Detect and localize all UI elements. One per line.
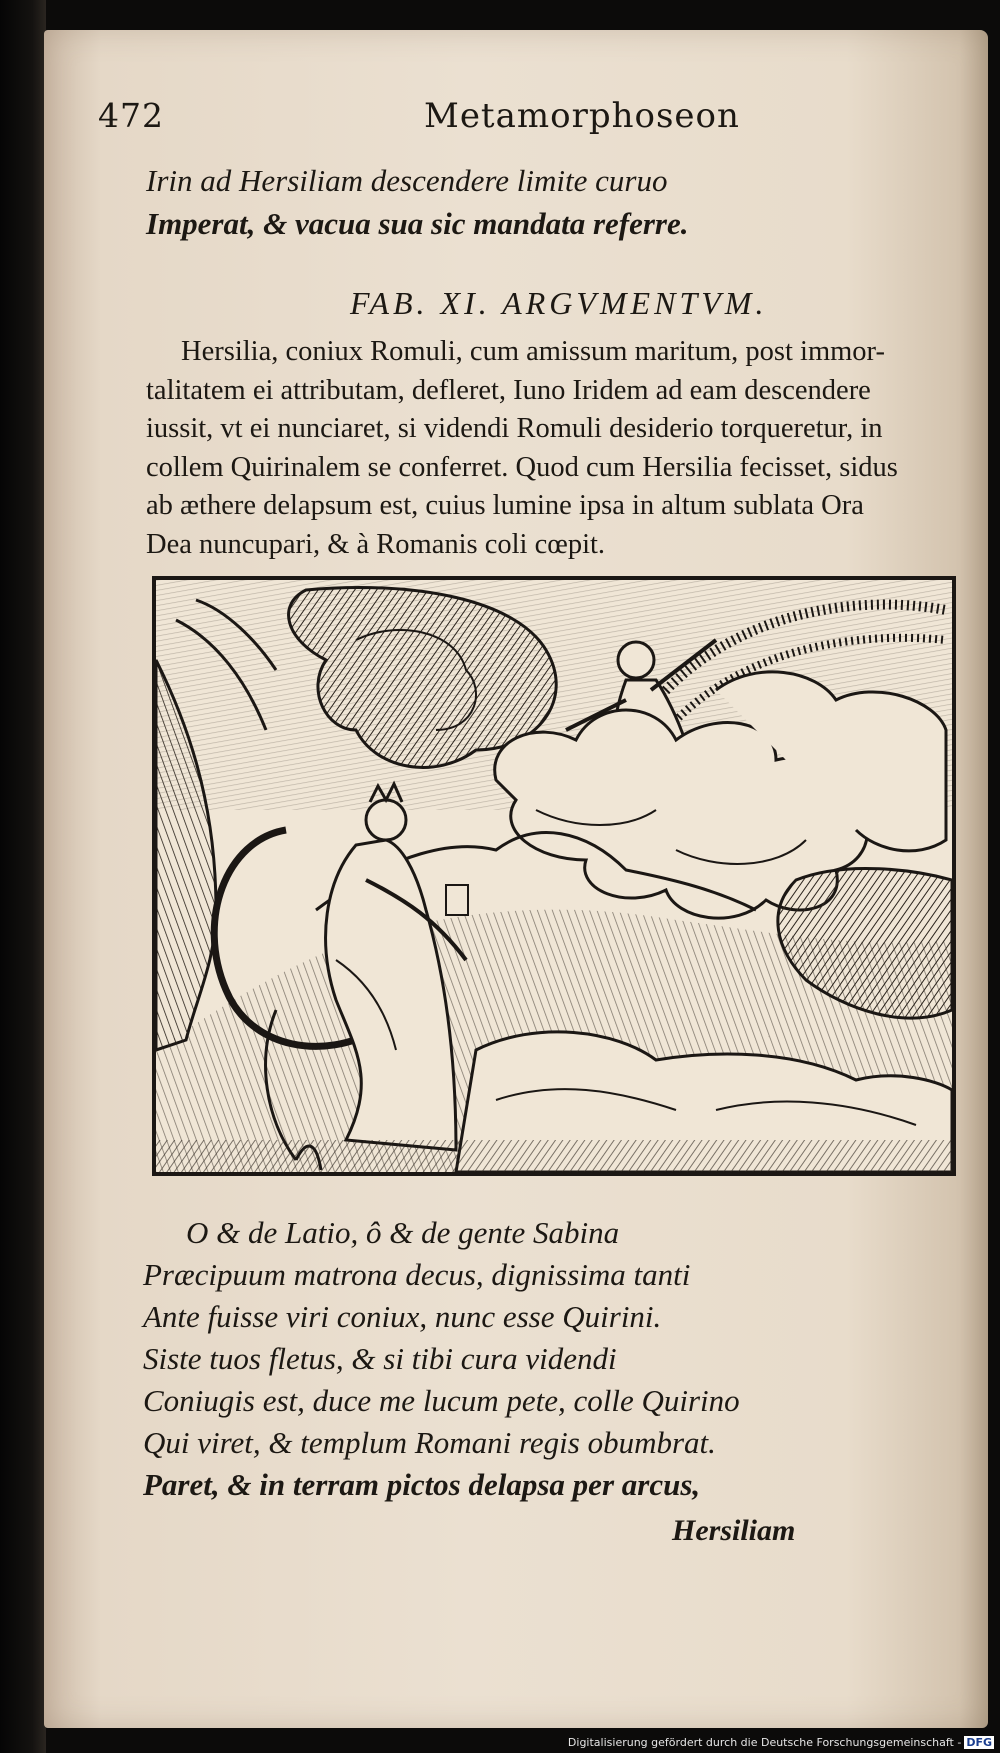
argument-line: Hersilia, coniux Romuli, cum amissum maritum, post immor- bbox=[181, 336, 885, 367]
catchword: Hersiliam bbox=[672, 1514, 796, 1547]
scan-left-shadow bbox=[0, 0, 46, 1753]
verse-line: Siste tuos fletus, & si tibi cura videndi bbox=[143, 1341, 617, 1376]
argument-line: collem Quirinalem se conferret. Quod cum Hersilia fecisset, sidus bbox=[146, 451, 898, 483]
verse-line: Qui viret, & templum Romani regis obumbrat. bbox=[143, 1425, 716, 1460]
fable-heading: FAB. XI. ARGVMENTVM. bbox=[350, 285, 768, 321]
verse-line: Præcipuum matrona decus, dignissima tanti bbox=[143, 1257, 691, 1292]
verse-line: Paret, & in terram pictos delapsa per arcus, bbox=[143, 1467, 701, 1502]
argument-line: Dea nuncupari, & à Romanis coli cœpit. bbox=[146, 528, 606, 560]
verse-line: O & de Latio, ô & de gente Sabina bbox=[186, 1215, 620, 1250]
argument-paragraph bbox=[146, 333, 966, 564]
footer-text: Digitalisierung gefördert durch die Deutsche Forschungsgemeinschaft - bbox=[567, 1736, 962, 1749]
argument-line: ab æthere delapsum est, cuius lumine ipsa in altum sublata Ora bbox=[146, 490, 864, 521]
verse-line: Imperat, & vacua sua sic mandata referre. bbox=[146, 206, 689, 241]
verse-line: Irin ad Hersiliam descendere limite curuo bbox=[146, 163, 668, 198]
verse-line: Ante fuisse viri coniux, nunc esse Quirini. bbox=[143, 1299, 662, 1334]
argument-line: talitatem ei attributam, defleret, Iuno Iridem ad eam descendere bbox=[146, 374, 871, 406]
woodcut-drawing bbox=[156, 580, 952, 1172]
woodcut-illustration bbox=[152, 576, 956, 1176]
argument-line: iussit, vt ei nunciaret, si videndi Romuli desiderio torqueretur, in bbox=[146, 413, 883, 444]
digitization-footer bbox=[568, 1736, 994, 1749]
running-title: Metamorphoseon bbox=[424, 96, 740, 136]
dfg-logo: DFG bbox=[966, 1736, 992, 1749]
verse-line: Coniugis est, duce me lucum pete, colle Quirino bbox=[143, 1383, 740, 1418]
page-number: 472 bbox=[98, 96, 164, 135]
